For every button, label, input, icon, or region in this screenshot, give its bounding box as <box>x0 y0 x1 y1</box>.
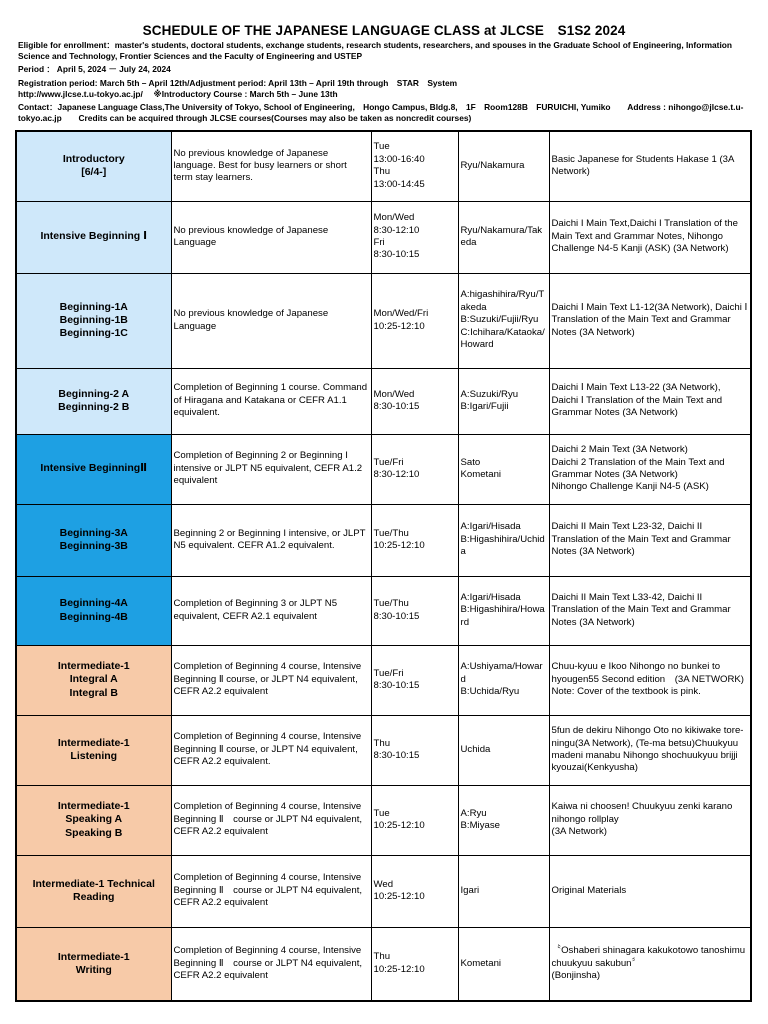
schedule-cell: Mon/Wed 8:30-12:10 Fri 8:30-10:15 <box>371 201 458 273</box>
table-row <box>16 131 751 201</box>
teacher-cell: Sato Kometani <box>458 434 549 504</box>
teacher-cell: Kometani <box>458 927 549 1001</box>
schedule-cell: Tue/Fri 8:30-10:15 <box>371 645 458 715</box>
table-row <box>16 576 751 645</box>
requirement-cell: Completion of Beginning 2 or Beginning I intensive or JLPT N5 equivalent, CEFR A1.2 equivalent <box>171 434 371 504</box>
schedule-cell: Mon/Wed/Fri 10:25-12:10 <box>371 273 458 368</box>
textbook-cell: 5fun de dekiru Nihongo Oto no kikiwake tore-ningu(3A Network), (Te-ma betsu)Chuukyuu madeni manabu Nihongo shochuukyuu brijji kyouzai(Kenkyusha) <box>549 715 751 785</box>
schedule-table <box>15 130 752 1002</box>
page-title: SCHEDULE OF THE JAPANESE LANGUAGE CLASS at JLCSE S1S2 2024 <box>142 23 626 38</box>
requirement-cell: Completion of Beginning 1 course. Command of Hiragana and Katakana or CEFR A1.1 equivalent. <box>171 368 371 434</box>
requirement-cell: Completion of Beginning 4 course, Intensive Beginning Ⅱ course or JLPT N4 equivalent, CEFR A2.2 equivalent <box>171 785 371 855</box>
textbook-cell: Daichi Ⅰ Main Text L13-22 (3A Network), Daichi Ⅰ Translation of the Main Text and Grammar Notes (3A Network) <box>549 368 751 434</box>
schedule-cell: Tue/Fri 8:30-12:10 <box>371 434 458 504</box>
eligibility-text: Eligible for enrollment：master's students, doctoral students, exchange students, research students, researchers, and spouses in the Graduate School of Engineering, Information Science and Technology, Frontier Sciences and the Faculty of Engineering and USTEP <box>18 40 733 62</box>
period-text: Period ： April 5, 2024 － July 24, 2024 <box>18 64 171 75</box>
table-row <box>16 715 751 785</box>
teacher-cell: Uchida <box>458 715 549 785</box>
teacher-cell: A:Ushiyama/Howard B:Uchida/Ryu <box>458 645 549 715</box>
website-link[interactable]: http://www.jlcse.t.u-tokyo.ac.jp/ ※Introductory Course : March 5th – June 13th <box>18 88 338 99</box>
textbook-cell: Daichi II Main Text L33-42, Daichi II Translation of the Main Text and Grammar Notes (3A Network) <box>549 576 751 645</box>
schedule-cell: Tue/Thu 8:30-10:15 <box>371 576 458 645</box>
textbook-cell: Daichi I Main Text,Daichi I Translation of the Main Text and Grammar Notes, Nihongo Challenge N4-5 Kanji (ASK) (3A Network) <box>549 201 751 273</box>
course-name: Beginning-3A Beginning-3B <box>16 504 171 576</box>
course-name: Intensive Beginning Ⅰ <box>16 201 171 273</box>
course-name: Beginning-1A Beginning-1B Beginning-1C <box>16 273 171 368</box>
teacher-cell: A:Igari/Hisada B:Higashihira/Uchida <box>458 504 549 576</box>
textbook-cell: Daichi II Main Text L23-32, Daichi II Translation of the Main Text and Grammar Notes (3A Network) <box>549 504 751 576</box>
course-name: Intermediate-1 Listening <box>16 715 171 785</box>
course-name: Intermediate-1 Technical Reading <box>16 855 171 927</box>
schedule-cell: Mon/Wed 8:30-10:15 <box>371 368 458 434</box>
table-row <box>16 273 751 368</box>
teacher-cell: Ryu/Nakamura <box>458 131 549 201</box>
table-row <box>16 201 751 273</box>
schedule-cell: Tue 10:25-12:10 <box>371 785 458 855</box>
requirement-cell: Completion of Beginning 4 course, Intensive Beginning Ⅱ course or JLPT N4 equivalent, CEFR A2.2 equivalent <box>171 855 371 927</box>
schedule-cell: Thu 10:25-12:10 <box>371 927 458 1001</box>
table-row <box>16 645 751 715</box>
course-info <box>18 40 753 124</box>
requirement-cell: No previous knowledge of Japanese Language <box>171 273 371 368</box>
table-row <box>16 368 751 434</box>
requirement-cell: Beginning 2 or Beginning I intensive, or JLPT N5 equivalent. CEFR A1.2 equivalent. <box>171 504 371 576</box>
registration-text: Registration period: March 5th – April 12th/Adjustment period: April 13th – April 19th through STAR System <box>18 77 458 88</box>
course-name: Intensive BeginningⅡ <box>16 434 171 504</box>
requirement-cell: Completion of Beginning 4 course, Intensive Beginning Ⅱ course, or JLPT N4 equivalent, CEFR A2.2 equivalent <box>171 645 371 715</box>
textbook-cell: Original Materials <box>549 855 751 927</box>
textbook-cell: Chuu-kyuu e Ikoo Nihongo no bunkei to hyougen55 Second edition (3A NETWORK) Note: Cover of the textbook is pink. <box>549 645 751 715</box>
textbook-cell: Daichi 2 Main Text (3A Network) Daichi 2 Translation of the Main Text and Grammar Notes (3A Network) Nihongo Challenge Kanji N4-5 (ASK) <box>549 434 751 504</box>
textbook-cell: Kaiwa ni choosen! Chuukyuu zenki karano nihongo rollplay (3A Network) <box>549 785 751 855</box>
contact-text: Contact：Japanese Language Class,The University of Tokyo, School of Engineering, Hongo Campus, Bldg.8, 1F Room128B FURUICHI, Yumiko Address : nihongo@jlcse.t.u-tokyo.ac.jp Credits can be acquired through JLCSE courses(Courses may also be taken as noncredit courses) <box>18 102 744 124</box>
textbook-cell: Basic Japanese for Students Hakase 1 (3A Network) <box>549 131 751 201</box>
teacher-cell: A:Igari/Hisada B:Higashihira/Howard <box>458 576 549 645</box>
table-row <box>16 927 751 1001</box>
requirement-cell: No previous knowledge of Japanese language. Best for busy learners or short term stay learners. <box>171 131 371 201</box>
requirement-cell: Completion of Beginning 4 course, Intensive Beginning Ⅱ course, or JLPT N4 equivalent, CEFR A2.2 equivalent. <box>171 715 371 785</box>
table-row <box>16 434 751 504</box>
course-name: Intermediate-1 Writing <box>16 927 171 1001</box>
table-row <box>16 785 751 855</box>
schedule-cell: Tue/Thu 10:25-12:10 <box>371 504 458 576</box>
table-row <box>16 504 751 576</box>
teacher-cell: Ryu/Nakamura/Takeda <box>458 201 549 273</box>
teacher-cell: A:higashihira/Ryu/Takeda B:Suzuki/Fujii/Ryu C:Ichihara/Kataoka/Howard <box>458 273 549 368</box>
course-name: Introductory [6/4-] <box>16 131 171 201</box>
requirement-cell: No previous knowledge of Japanese Language <box>171 201 371 273</box>
course-name: Beginning-4A Beginning-4B <box>16 576 171 645</box>
textbook-cell: Daichi Ⅰ Main Text L1-12(3A Network), Daichi Ⅰ Translation of the Main Text and Grammar Notes (3A Network) <box>549 273 751 368</box>
requirement-cell: Completion of Beginning 3 or JLPT N5 equivalent, CEFR A2.1 equivalent <box>171 576 371 645</box>
schedule-cell: Tue 13:00-16:40 Thu 13:00-14:45 <box>371 131 458 201</box>
schedule-cell: Thu 8:30-10:15 <box>371 715 458 785</box>
requirement-cell: Completion of Beginning 4 course, Intensive Beginning Ⅱ course or JLPT N4 equivalent, CEFR A2.2 equivalent <box>171 927 371 1001</box>
course-name: Beginning-2 A Beginning-2 B <box>16 368 171 434</box>
course-name: Intermediate-1 Integral A Integral B <box>16 645 171 715</box>
teacher-cell: A:Ryu B:Miyase <box>458 785 549 855</box>
teacher-cell: A:Suzuki/Ryu B:Igari/Fujii <box>458 368 549 434</box>
teacher-cell: Igari <box>458 855 549 927</box>
table-row <box>16 855 751 927</box>
textbook-cell: 〝Oshaberi shinagara kakukotowo tanoshimu chuukyuu sakubun〞 (Bonjinsha) <box>549 927 751 1001</box>
schedule-cell: Wed 10:25-12:10 <box>371 855 458 927</box>
course-name: Intermediate-1 Speaking A Speaking B <box>16 785 171 855</box>
